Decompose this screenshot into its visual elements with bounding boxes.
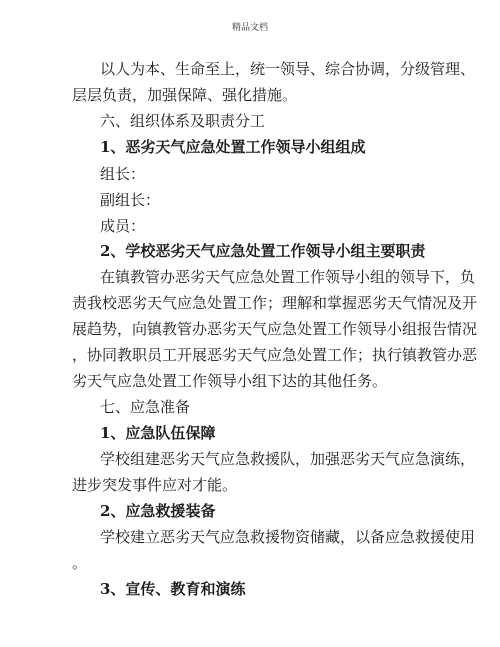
paragraph-line: 以人为本、生命至上，统一领导、综合协调，分级管理、 [100,60,476,78]
field-label-members: 成员： [100,217,146,235]
field-label-deputy-leader: 副组长： [100,191,161,209]
paragraph-line: 学校建立恶劣天气应急救援物资储藏，以备应急救援使用 [100,528,476,546]
section-heading: 七、应急准备 [100,398,191,416]
paragraph-line: 层层负责，加强保障、强化措施。 [72,86,298,104]
paragraph-line: 在镇教管办恶劣天气应急处置工作领导小组的领导下，负 [100,268,476,286]
page-header: 精品文档 [231,23,268,33]
paragraph-line: 展趋势，向镇教管办恶劣天气应急处置工作领导小组报告情况 [72,320,478,338]
subsection-heading: 2、应急救援装备 [100,502,216,520]
paragraph-line: 进步突发事件应对才能。 [72,476,238,494]
paragraph-line: 劣天气应急处置工作领导小组下达的其他任务。 [72,372,388,390]
paragraph-line: 。 [72,554,88,572]
field-label-leader: 组长： [100,165,146,183]
subsection-heading: 1、恶劣天气应急处置工作领导小组组成 [100,138,366,156]
paragraph-line: ，协同教职员工开展恶劣天气应急处置工作；执行镇教管办恶 [72,346,478,364]
paragraph-line: 责我校恶劣天气应急处置工作；理解和掌握恶劣天气情况及开 [72,294,478,312]
paragraph-line: 学校组建恶劣天气应急救援队，加强恶劣天气应急演练， [100,450,476,468]
subsection-heading: 1、应急队伍保障 [100,424,216,442]
section-heading: 六、组织体系及职责分工 [100,112,266,130]
subsection-heading: 3、宣传、教育和演练 [100,580,246,598]
subsection-heading: 2、学校恶劣天气应急处置工作领导小组主要职责 [100,242,426,260]
